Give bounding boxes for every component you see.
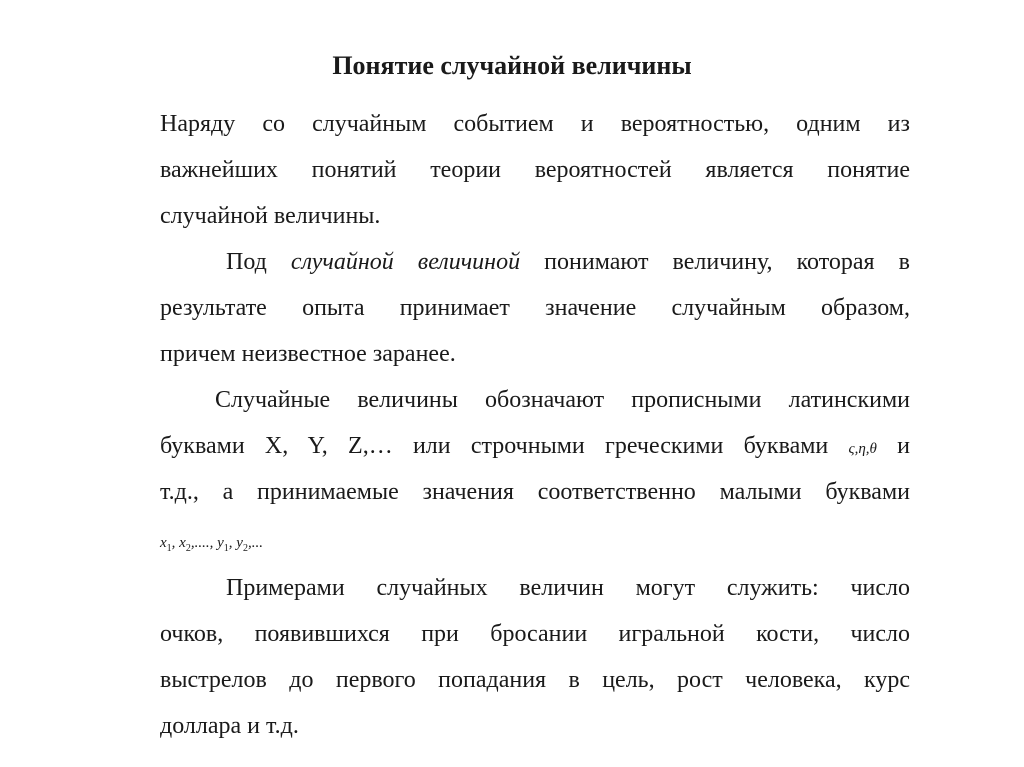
greek-letters: ς,η,θ: [848, 441, 877, 457]
paragraph-notation: [160, 377, 910, 515]
text-line: т.д., а принимаемые значения соответственно малыми буквами: [160, 479, 910, 505]
page-title: Понятие случайной величины: [332, 51, 692, 80]
paragraph-intro: [160, 101, 910, 239]
text-fragment: буквами X, Y, Z,… или строчными греческими буквами: [160, 433, 849, 459]
text-line: результате опыта принимает значение случайным образом,: [160, 295, 910, 321]
paragraph-definition: [160, 239, 910, 377]
text-fragment: Под: [226, 249, 291, 275]
text-line: случайной величины.: [160, 203, 381, 229]
text-line: доллара и т.д.: [160, 713, 299, 739]
text-line: [160, 239, 910, 285]
text-line: Случайные величины обозначают прописными латинскими: [215, 387, 910, 413]
text-fragment: понимают величину, которая в: [520, 249, 910, 275]
formula-values: $x_1$, $x_2$,...., $y_1$, $y_2$,...: [160, 535, 263, 554]
text-line: Наряду со случайным событием и вероятностью, одним из: [160, 111, 910, 137]
text-line: выстрелов до первого попадания в цель, рост человека, курс: [160, 667, 910, 693]
text-line: Примерами случайных величин могут служить: число: [226, 575, 910, 601]
paragraph-examples: [160, 565, 910, 749]
text-fragment: и: [876, 433, 911, 459]
text-line: важнейших понятий теории вероятностей является понятие: [160, 157, 910, 183]
text-line: [160, 423, 910, 469]
emphasized-term: случайной величиной: [290, 249, 521, 275]
text-line: причем неизвестное заранее.: [160, 341, 456, 367]
text-line: очков, появившихся при бросании игральной кости, число: [160, 621, 910, 647]
